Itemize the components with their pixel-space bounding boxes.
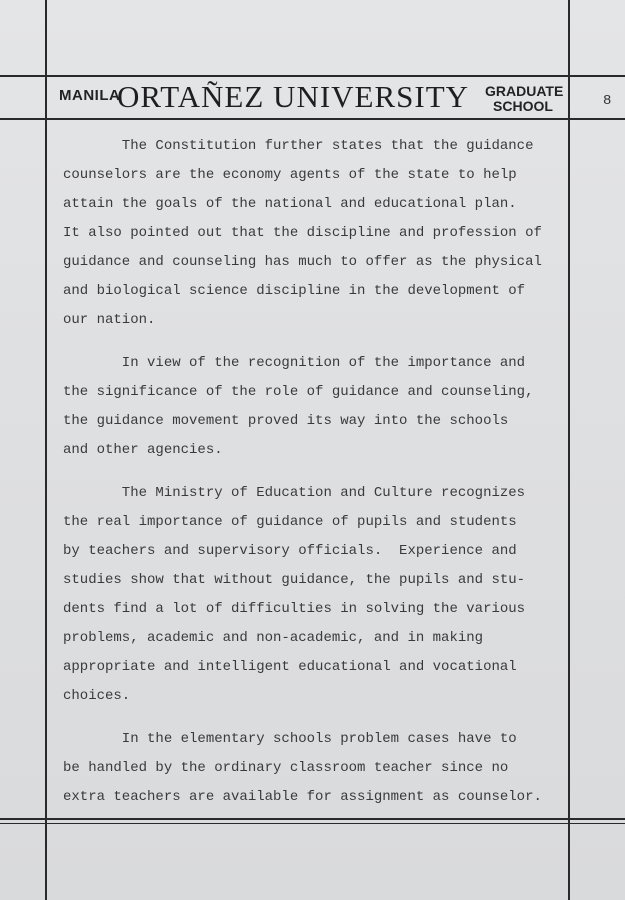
text-line: counselors are the economy agents of the state to help xyxy=(63,167,517,183)
footer-rule xyxy=(0,818,625,820)
text-line: the significance of the role of guidance and counseling, xyxy=(63,384,534,400)
letterhead xyxy=(47,77,568,118)
text-line: In view of the recognition of the importance and xyxy=(63,355,526,371)
text-line: guidance and counseling has much to offer as the physical xyxy=(63,254,542,270)
paragraph xyxy=(63,132,568,335)
text-line: problems, academic and non-academic, and in making xyxy=(63,630,484,646)
text-line: appropriate and intelligent educational and vocational xyxy=(63,659,517,675)
paragraph xyxy=(63,725,568,812)
text-line: In the elementary schools problem cases have to xyxy=(63,731,517,747)
letterhead-city: MANILA xyxy=(59,87,121,104)
letterhead-university-name: ORTAÑEZ UNIVERSITY xyxy=(117,79,470,114)
text-line: be handled by the ordinary classroom teacher since no xyxy=(63,760,509,776)
text-line: extra teachers are available for assignment as counselor. xyxy=(63,789,542,805)
paragraph xyxy=(63,349,568,465)
page-number: 8 xyxy=(603,93,612,109)
text-line: our nation. xyxy=(63,312,156,328)
letterhead-school-line2: SCHOOL xyxy=(493,98,553,114)
text-line: the real importance of guidance of pupils and students xyxy=(63,514,517,530)
text-line: by teachers and supervisory officials. Experience and xyxy=(63,543,517,559)
text-line: It also pointed out that the discipline and profession of xyxy=(63,225,542,241)
body-text xyxy=(63,132,568,812)
left-margin-rule xyxy=(45,0,47,900)
text-line: The Constitution further states that the guidance xyxy=(63,138,534,154)
text-line: and biological science discipline in the development of xyxy=(63,283,526,299)
letterhead-school-line1: GRADUATE xyxy=(485,83,564,99)
header-bottom-rule xyxy=(0,118,625,120)
text-line: the guidance movement proved its way into the schools xyxy=(63,413,509,429)
text-line: attain the goals of the national and educational plan. xyxy=(63,196,517,212)
letterhead-school xyxy=(485,83,564,114)
text-line: choices. xyxy=(63,688,131,704)
footer-rule-thin xyxy=(0,823,625,824)
text-line: dents find a lot of difficulties in solving the various xyxy=(63,601,526,617)
right-margin-rule xyxy=(568,0,570,900)
text-line: and other agencies. xyxy=(63,442,223,458)
text-line: studies show that without guidance, the pupils and stu- xyxy=(63,572,526,588)
text-line: The Ministry of Education and Culture recognizes xyxy=(63,485,526,501)
paragraph xyxy=(63,479,568,711)
